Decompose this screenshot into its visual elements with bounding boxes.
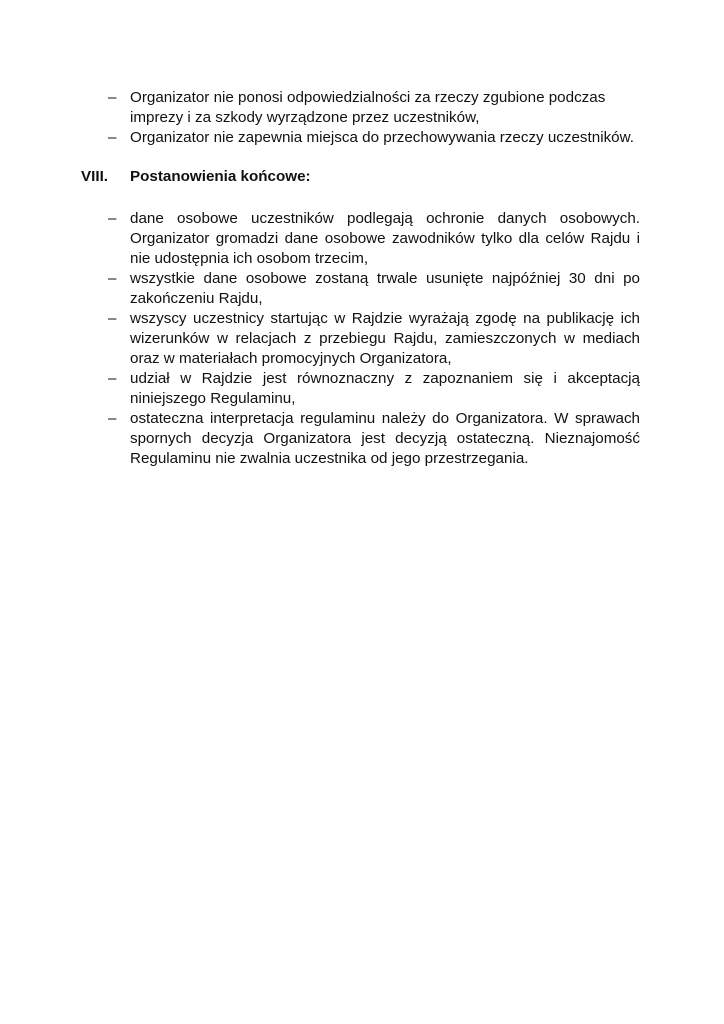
section-title: Postanowienia końcowe: [130, 168, 311, 185]
list-item [108, 88, 640, 128]
list-item-text: wszystkie dane osobowe zostaną trwale usunięte najpóźniej 30 dni po zakończeniu Rajdu, [130, 270, 640, 307]
section-bullet-list [108, 209, 640, 469]
list-item-text: wszyscy uczestnicy startując w Rajdzie wyrażają zgodę na publikację ich wizerunków w relacjach z przebiegu Rajdu, zamieszczonych w mediach oraz w materiałach promocyjnych Organizatora, [130, 310, 640, 367]
list-item [108, 269, 640, 309]
list-item-text: udział w Rajdzie jest równoznaczny z zapoznaniem się i akceptacją niniejszego Regulaminu, [130, 370, 640, 407]
list-item [108, 369, 640, 409]
list-item-text: Organizator nie ponosi odpowiedzialności za rzeczy zgubione podczas imprezy i za szkody wyrządzone przez uczestników, [130, 89, 606, 126]
top-bullet-list [108, 88, 640, 148]
dash-bullet: – [108, 129, 117, 146]
dash-bullet: – [108, 370, 117, 387]
dash-bullet: – [108, 410, 117, 427]
list-item-text: dane osobowe uczestników podlegają ochronie danych osobowych. Organizator gromadzi dane osobowe zawodników tylko dla celów Rajdu i nie udostępnia ich osobom trzecim, [130, 210, 640, 267]
dash-bullet: – [108, 89, 117, 106]
list-item [108, 309, 640, 369]
list-item-text: Organizator nie zapewnia miejsca do przechowywania rzeczy uczestników. [130, 129, 634, 146]
section-heading [81, 167, 311, 187]
list-item [108, 128, 640, 148]
section-number: VIII. [81, 168, 109, 185]
dash-bullet: – [108, 210, 117, 227]
list-item [108, 409, 640, 469]
list-item [108, 209, 640, 269]
dash-bullet: – [108, 270, 117, 287]
list-item-text: ostateczna interpretacja regulaminu należy do Organizatora. W sprawach spornych decyzja Organizatora jest decyzją ostateczną. Nieznajomość Regulaminu nie zwalnia uczestnika od jego przestrzegania. [130, 410, 640, 467]
dash-bullet: – [108, 310, 117, 327]
